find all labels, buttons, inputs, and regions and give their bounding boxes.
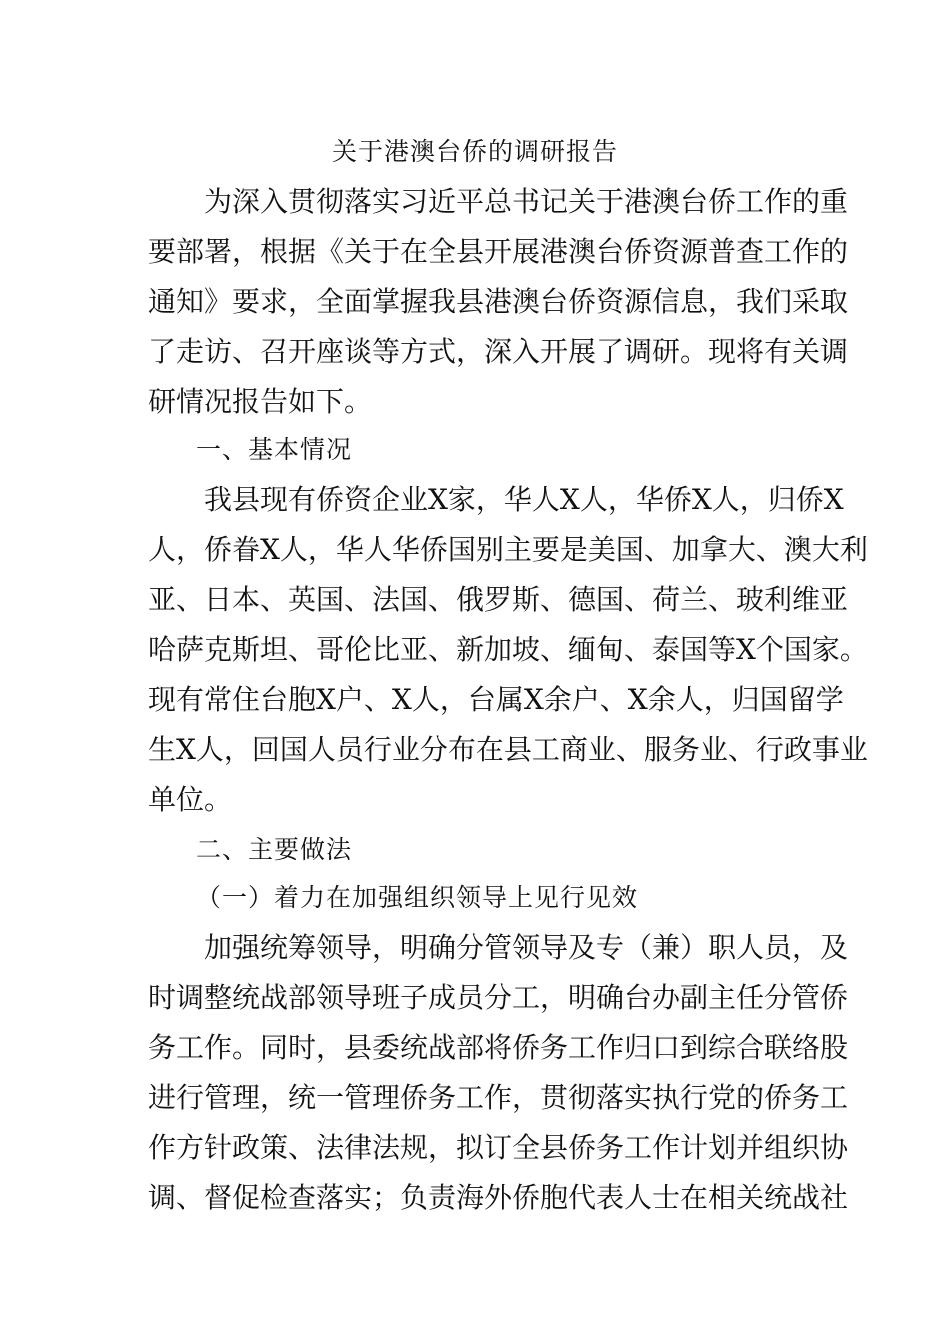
paragraph-line: 哈萨克斯坦、哥伦比亚、新加坡、缅甸、泰国等X个国家。 <box>148 633 868 666</box>
section-heading: 二、主要做法 <box>196 835 353 864</box>
paragraph-line: 为深入贯彻落实习近平总书记关于港澳台侨工作的重 <box>204 185 849 218</box>
paragraph-line: 我县现有侨资企业X家，华人X人，华侨X人，归侨X <box>204 483 844 516</box>
section-heading: 一、基本情况 <box>196 435 353 464</box>
paragraph-line: 作方针政策、法律法规，拟订全县侨务工作计划并组织协 <box>148 1131 849 1164</box>
document-title: 关于港澳台侨的调研报告 <box>331 137 618 166</box>
paragraph-line: 加强统筹领导，明确分管领导及专（兼）职人员，及 <box>204 931 849 964</box>
paragraph-line: 要部署，根据《关于在全县开展港澳台侨资源普查工作的 <box>148 235 849 268</box>
paragraph-line: 现有常住台胞X户、X人，台属X余户、X余人，归国留学 <box>148 683 844 716</box>
paragraph-line: 人，侨眷X人，华人华侨国别主要是美国、加拿大、澳大利 <box>148 533 868 566</box>
paragraph-line: 生X人，回国人员行业分布在县工商业、服务业、行政事业 <box>148 733 868 766</box>
paragraph-line: 调、督促检查落实；负责海外侨胞代表人士在相关统战社 <box>148 1181 849 1214</box>
paragraph-line: 时调整统战部领导班子成员分工，明确台办副主任分管侨 <box>148 981 849 1014</box>
paragraph-line: 单位。 <box>148 783 233 816</box>
paragraph-line: 亚、日本、英国、法国、俄罗斯、德国、荷兰、玻利维亚 <box>148 583 849 616</box>
subsection-heading: （一）着力在加强组织领导上见行见效 <box>196 883 639 912</box>
paragraph-line: 进行管理，统一管理侨务工作，贯彻落实执行党的侨务工 <box>148 1081 849 1114</box>
paragraph-line: 了走访、召开座谈等方式，深入开展了调研。现将有关调 <box>148 335 849 368</box>
paragraph-line: 研情况报告如下。 <box>148 385 373 418</box>
paragraph-line: 务工作。同时，县委统战部将侨务工作归口到综合联络股 <box>148 1031 849 1064</box>
paragraph-line: 通知》要求，全面掌握我县港澳台侨资源信息，我们采取 <box>148 285 849 318</box>
